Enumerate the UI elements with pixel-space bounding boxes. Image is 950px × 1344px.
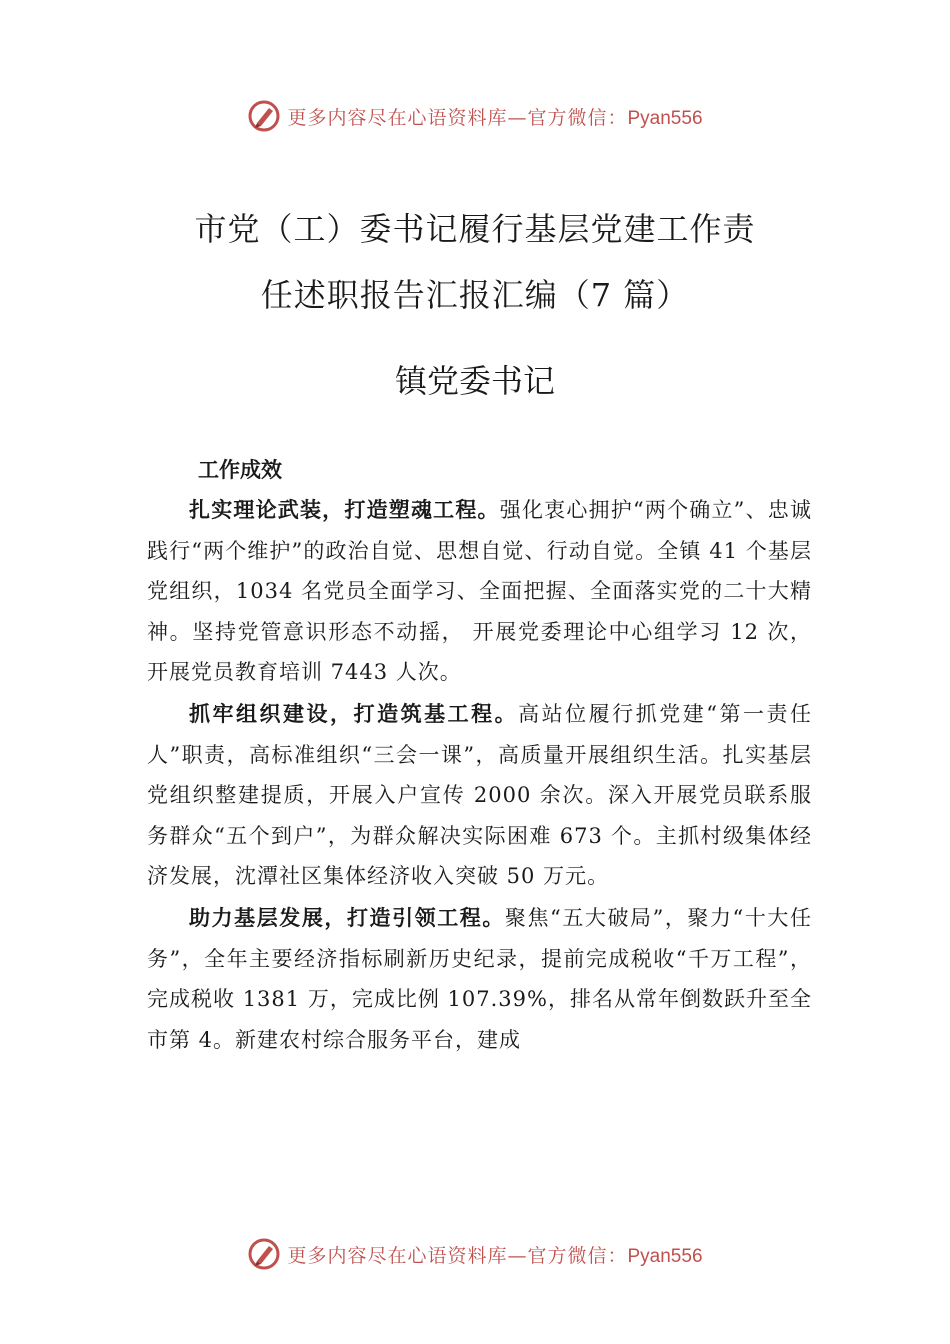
- page-title: [0, 196, 950, 328]
- section-heading: 工作成效: [198, 457, 282, 482]
- watermark-text: 更多内容尽在心语资料库—官方微信：Pyan556: [287, 1244, 703, 1267]
- pen-seal-icon: [247, 1237, 281, 1271]
- title-line-1: 市党（工）委书记履行基层党建工作责: [194, 210, 756, 248]
- pen-seal-icon: [247, 99, 281, 133]
- paragraph-1-lead: 扎实理论武装，打造塑魂工程。: [189, 497, 500, 522]
- paragraph-3-text: 聚焦“五大破局”，聚力“十大任务”，全年主要经济指标刷新历史纪录，提前完成税收“千万工程”，完成税收 1381 万，完成比例 107.39%，排名从常年倒数跃升至全市第 4。新建农村综合服务平台，建成: [147, 905, 812, 1052]
- body-text: [147, 490, 812, 1060]
- title-line-2: 任述职报告汇报汇编（7 篇）: [260, 276, 690, 314]
- watermark-text: 更多内容尽在心语资料库—官方微信：Pyan556: [287, 106, 703, 129]
- paragraph-1: [147, 490, 812, 693]
- paragraph-3: [147, 898, 812, 1060]
- page-subtitle: 镇党委书记: [394, 362, 555, 400]
- paragraph-1-text: 强化衷心拥护“两个确立”、忠诚践行“两个维护”的政治自觉、思想自觉、行动自觉。全镇 41 个基层党组织，1034 名党员全面学习、全面把握、全面落实党的二十大精神。坚持党管意识形态不动摇， 开展党委理论中心组学习 12 次，开展党员教育培训 7443 人次。: [147, 498, 812, 685]
- header-watermark: [0, 96, 950, 136]
- paragraph-2-text: 高站位履行抓党建“第一责任人”职责，高标准组织“三会一课”，高质量开展组织生活。扎实基层党组织整建提质，开展入户宣传 2000 余次。深入开展党员联系服务群众“五个到户”，为群众解决实际困难 673 个。主抓村级集体经济发展，沈潭社区集体经济收入突破 50 万元。: [147, 701, 812, 889]
- paragraph-2: [147, 694, 812, 897]
- footer-watermark: [0, 1234, 950, 1274]
- paragraph-2-lead: 抓牢组织建设，打造筑基工程。: [189, 700, 519, 726]
- paragraph-3-lead: 助力基层发展，打造引领工程。: [189, 904, 505, 930]
